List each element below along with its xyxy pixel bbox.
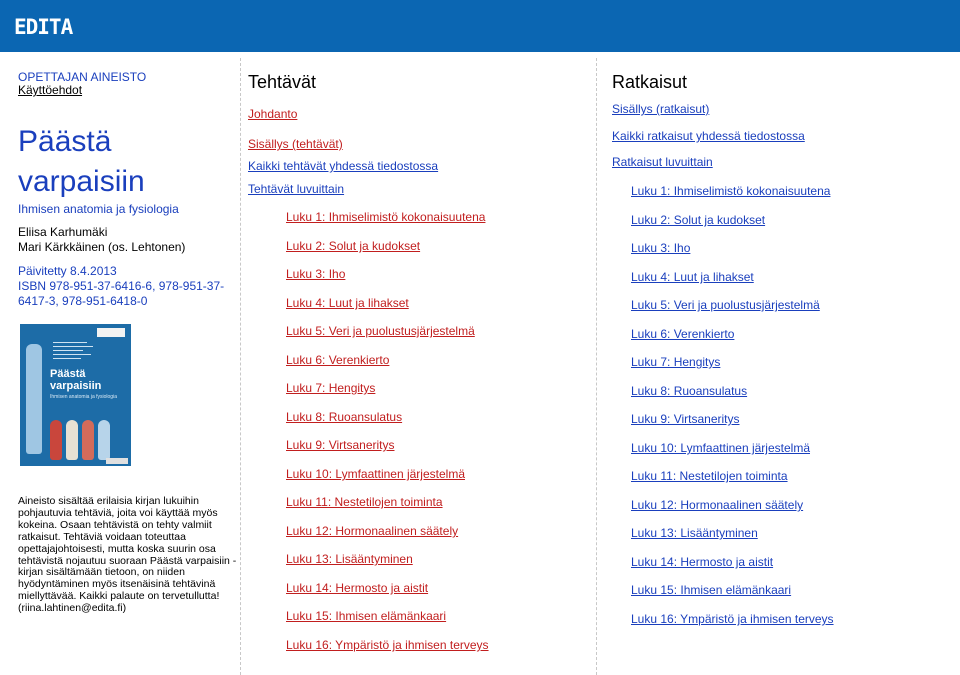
task-chapter-link[interactable]: Luku 15: Ihmisen elämänkaari <box>286 609 447 623</box>
cover-publisher-mark <box>106 458 128 464</box>
book-cover-image <box>20 324 131 466</box>
solution-chapter-link[interactable]: Luku 4: Luut ja lihakset <box>631 270 754 284</box>
task-chapter-link[interactable]: Luku 11: Nestetilojen toiminta <box>286 495 443 509</box>
task-chapter-link[interactable]: Luku 8: Ruoansulatus <box>286 410 403 424</box>
task-chapter-link[interactable]: Luku 9: Virtsaneritys <box>286 438 395 452</box>
tasks-heading: Tehtävät <box>248 72 317 92</box>
description: Aineisto sisältää erilaisia kirjan lukuihin pohjautuvia tehtäviä, joita voi käyttää myös kokeina. Osaan tehtävistä on tehty valmiit ratkaisut. Tehtäviä voidaan toteuttaa opettajajohtoisesti, mutta koska suurin osa tehtävistä nojautuu suoraan Päästä varpaisiin -kirjan sisältämään tietoon, on niiden hyödyntäminen myös itsenäisinä tehtävinä miellyttävää. Kaikki palaute on tervetullutta! (riina.lahtinen@edita.fi) <box>18 495 237 615</box>
task-chapter-link[interactable]: Luku 3: Iho <box>286 267 346 281</box>
tasks-all-link[interactable]: Kaikki tehtävät yhdessä tiedostossa <box>248 159 439 173</box>
solution-chapter-link[interactable]: Luku 12: Hormonaalinen säätely <box>631 498 804 512</box>
task-chapter-link[interactable]: Luku 2: Solut ja kudokset <box>286 239 421 253</box>
anatomy-figure <box>26 344 42 454</box>
task-chapter-link[interactable]: Luku 16: Ympäristö ja ihmisen terveys <box>286 638 489 652</box>
book-subtitle: Ihmisen anatomia ja fysiologia <box>18 202 179 216</box>
author-name: Mari Kärkkäinen (os. Lehtonen) <box>18 240 186 254</box>
intro-link[interactable]: Johdanto <box>248 107 298 121</box>
authors <box>18 225 185 255</box>
author-name: Eliisa Karhumäki <box>18 225 108 239</box>
solutions-all-link[interactable]: Kaikki ratkaisut yhdessä tiedostossa <box>612 129 805 143</box>
book-title: Päästä varpaisiin <box>18 125 145 198</box>
solution-chapter-link[interactable]: Luku 6: Verenkierto <box>631 327 735 341</box>
task-chapter-link[interactable]: Luku 4: Luut ja lihakset <box>286 296 409 310</box>
solutions-heading: Ratkaisut <box>612 72 688 92</box>
solution-chapter-link[interactable]: Luku 10: Lymfaattinen järjestelmä <box>631 441 810 455</box>
task-chapter-link[interactable]: Luku 14: Hermosto ja aistit <box>286 581 429 595</box>
solution-chapter-link[interactable]: Luku 3: Iho <box>631 241 691 255</box>
solution-chapter-link[interactable]: Luku 1: Ihmiselimistö kokonaisuutena <box>631 184 831 198</box>
header-bar <box>0 0 960 52</box>
solution-chapter-link[interactable]: Luku 11: Nestetilojen toiminta <box>631 469 788 483</box>
isbn: ISBN 978-951-37-6416-6, 978-951-37-6417-3, 978-951-6418-0 <box>18 279 225 308</box>
publication-info <box>18 264 240 309</box>
cover-subtitle: Ihmisen anatomia ja fysiologia <box>50 394 117 400</box>
solution-chapter-link[interactable]: Luku 7: Hengitys <box>631 355 721 369</box>
anatomy-figure <box>98 420 110 460</box>
task-chapter-link[interactable]: Luku 7: Hengitys <box>286 381 376 395</box>
solutions-contents-link[interactable]: Sisällys (ratkaisut) <box>612 102 710 116</box>
edita-logo[interactable]: EDITA <box>14 15 73 39</box>
solution-chapter-link[interactable]: Luku 2: Solut ja kudokset <box>631 213 766 227</box>
cover-title: Päästä varpaisiin <box>50 368 102 392</box>
solution-chapter-link[interactable]: Luku 14: Hermosto ja aistit <box>631 555 774 569</box>
solution-chapter-link[interactable]: Luku 13: Lisääntyminen <box>631 526 758 540</box>
column-divider <box>596 58 597 675</box>
tasks-contents-link[interactable]: Sisällys (tehtävät) <box>248 137 343 151</box>
solution-chapter-link[interactable]: Luku 8: Ruoansulatus <box>631 384 748 398</box>
column-divider <box>240 58 241 675</box>
task-chapter-link[interactable]: Luku 10: Lymfaattinen järjestelmä <box>286 467 465 481</box>
solution-chapter-link[interactable]: Luku 16: Ympäristö ja ihmisen terveys <box>631 612 834 626</box>
solution-chapter-link[interactable]: Luku 15: Ihmisen elämänkaari <box>631 583 792 597</box>
task-chapter-link[interactable]: Luku 5: Veri ja puolustusjärjestelmä <box>286 324 475 338</box>
task-chapter-link[interactable]: Luku 6: Verenkierto <box>286 353 390 367</box>
solutions-by-chapter-link[interactable]: Ratkaisut luvuittain <box>612 155 713 169</box>
material-label: OPETTAJAN AINEISTO <box>18 70 147 84</box>
task-chapter-link[interactable]: Luku 13: Lisääntyminen <box>286 552 413 566</box>
task-chapter-link[interactable]: Luku 1: Ihmiselimistö kokonaisuutena <box>286 210 486 224</box>
anatomy-figure <box>82 420 94 460</box>
solution-chapter-link[interactable]: Luku 9: Virtsaneritys <box>631 412 740 426</box>
tasks-by-chapter-link[interactable]: Tehtävät luvuittain <box>248 182 345 196</box>
updated-date: Päivitetty 8.4.2013 <box>18 264 117 278</box>
anatomy-figure <box>50 420 62 460</box>
solution-chapter-link[interactable]: Luku 5: Veri ja puolustusjärjestelmä <box>631 298 820 312</box>
cover-brand-logo <box>97 328 125 337</box>
terms-link[interactable]: Käyttöehdot <box>18 83 83 97</box>
task-chapter-link[interactable]: Luku 12: Hormonaalinen säätely <box>286 524 459 538</box>
anatomy-figure <box>66 420 78 460</box>
